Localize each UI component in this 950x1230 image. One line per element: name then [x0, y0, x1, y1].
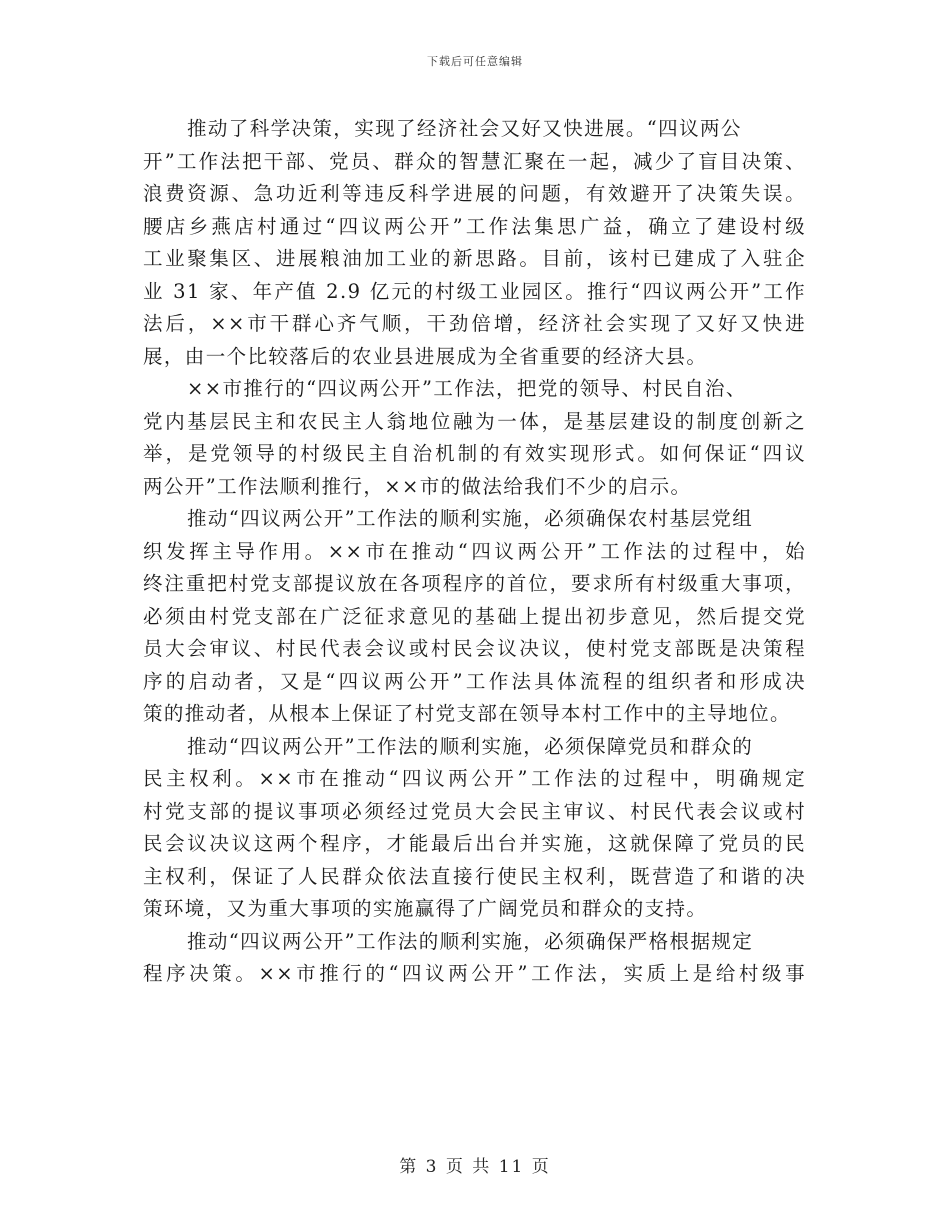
paragraph: [143, 926, 806, 991]
text-line: 推动了科学决策，实现了经济社会又好又快进展。“四议两公: [187, 117, 742, 140]
text-line: 推动“四议两公开”工作法的顺利实施，必须确保严格根据规定: [187, 929, 754, 953]
text-line: 推动“四议两公开”工作法的顺利实施，必须保障党员和群众的: [187, 734, 754, 758]
text-line: 党内基层民主和农民主人翁地位融为一体，是基层建设的制度创新之: [143, 409, 806, 433]
text-line: 程序决策。××市推行的“四议两公开”工作法，实质上是给村级事: [143, 962, 806, 985]
text-line: 终注重把村党支部提议放在各项程序的首位，要求所有村级重大事项，: [143, 572, 806, 595]
text-line: 民会议决议这两个程序，才能最后出台并实施，这就保障了党员的民: [143, 832, 806, 855]
text-line: 浪费资源、急功近利等违反科学进展的问题，有效避开了决策失误。: [143, 182, 806, 205]
text-line: ××市推行的“四议两公开”工作法，把党的领导、村民自治、: [187, 377, 747, 400]
paragraph: [143, 731, 806, 926]
text-line: 腰店乡燕店村通过“四议两公开”工作法集思广益，确立了建设村级: [143, 214, 806, 238]
text-line: 两公开”工作法顺利推行，××市的做法给我们不少的启示。: [143, 474, 692, 498]
paragraph: [143, 503, 806, 731]
text-line: 工业聚集区、进展粮油加工业的新思路。目前，该村已建成了入驻企: [143, 247, 806, 270]
text-line: 民主权利。××市在推动“四议两公开”工作法的过程中，明确规定: [143, 767, 806, 790]
paragraph: [143, 113, 806, 373]
text-line: 织发挥主导作用。××市在推动“四议两公开”工作法的过程中，始: [143, 539, 806, 563]
page-header-note: 下载后可任意编辑: [427, 55, 523, 68]
text-line: 开”工作法把干部、党员、群众的智慧汇聚在一起，减少了盲目决策、: [143, 149, 806, 173]
text-line: 员大会审议、村民代表会议或村民会议决议，使村党支部既是决策程: [143, 637, 806, 660]
document-body: [143, 113, 806, 991]
text-line: 策的推动者，从根本上保证了村党支部在领导本村工作中的主导地位。: [143, 702, 791, 725]
text-line: 举，是党领导的村级民主自治机制的有效实现形式。如何保证“四议: [143, 442, 806, 465]
text-line: 必须由村党支部在广泛征求意见的基础上提出初步意见，然后提交党: [143, 604, 806, 628]
text-line: 主权利，保证了人民群众依法直接行使民主权利，既营造了和谐的决: [143, 864, 806, 888]
text-line: 法后，××市干群心齐气顺，干劲倍增，经济社会实现了又好又快进: [143, 312, 806, 335]
paragraph: [143, 373, 806, 503]
text-line: 展，由一个比较落后的农业县进展成为全省重要的经济大县。: [143, 344, 708, 368]
text-line: 村党支部的提议事项必须经过党员大会民主审议、村民代表会议或村: [143, 799, 806, 823]
page-number-footer: 第 3 页 共 11 页: [399, 1157, 551, 1177]
text-line: 推动“四议两公开”工作法的顺利实施，必须确保农村基层党组: [187, 507, 754, 530]
text-line: 业 31 家、年产值 2.9 亿元的村级工业园区。推行“四议两公开”工作: [143, 279, 806, 303]
text-line: 序的启动者，又是“四议两公开”工作法具体流程的组织者和形成决: [143, 669, 806, 693]
text-line: 策环境，又为重大事项的实施赢得了广阔党员和群众的支持。: [143, 897, 708, 920]
